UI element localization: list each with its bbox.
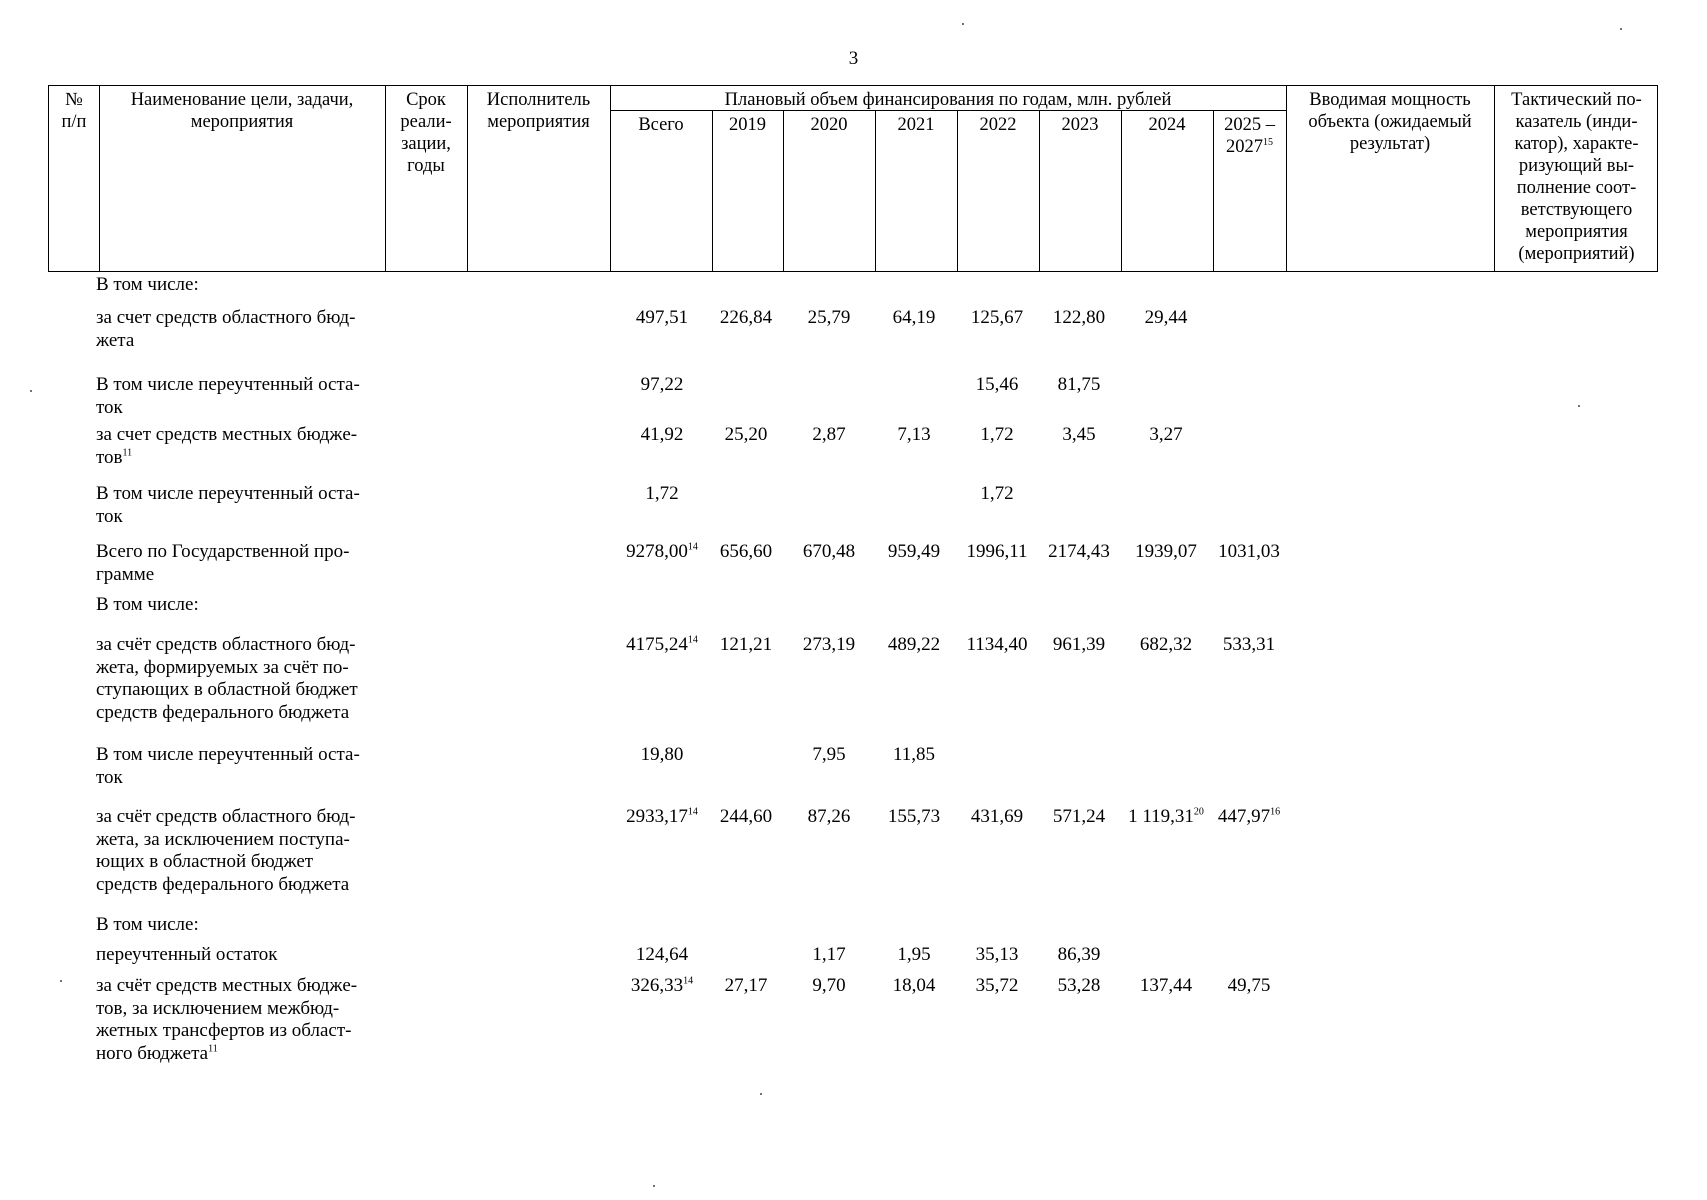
value-cell: 244,60 (719, 806, 773, 827)
value-cell: 2174,43 (1048, 541, 1110, 562)
value-cell: 35,13 (975, 944, 1019, 965)
value-cell: 97,22 (640, 374, 684, 395)
value-cell: 11,85 (892, 744, 936, 765)
value-cell: 533,31 (1222, 634, 1276, 655)
value-cell: 571,24 (1052, 806, 1106, 827)
scan-speck (60, 980, 62, 982)
value-cell: 9278,00$^{14}$ (626, 541, 698, 562)
value-cell: 86,39 (1057, 944, 1101, 965)
header-name: Наименование цели, задачи, мероприятия (130, 90, 354, 132)
header-num: № п/п (61, 90, 87, 132)
scan-speck (1578, 405, 1580, 407)
value-cell: 53,28 (1057, 975, 1101, 996)
value-cell: 1,72 (980, 424, 1014, 445)
value-cell: 15,46 (975, 374, 1019, 395)
header-total: Всего (638, 115, 684, 135)
scan-speck (760, 1093, 762, 1095)
value-cell: 273,19 (802, 634, 856, 655)
row-label: переучтенный остаток (96, 944, 278, 965)
row-label: В том числе переучтенный оста- ток (96, 744, 360, 788)
scan-speck (653, 1185, 655, 1187)
value-cell: 41,92 (640, 424, 684, 445)
value-cell: 4175,24$^{14}$ (626, 634, 698, 655)
header-year: 2021 (897, 115, 935, 135)
header-year: 2019 (729, 115, 766, 135)
value-cell: 2,87 (812, 424, 846, 445)
value-cell: 125,67 (970, 307, 1024, 328)
value-cell: 25,79 (807, 307, 851, 328)
value-cell: 2933,17$^{14}$ (626, 806, 698, 827)
value-cell: 497,51 (635, 307, 689, 328)
header-year: 2023 (1061, 115, 1099, 135)
value-cell: 326,33$^{14}$ (630, 975, 694, 996)
header-executor: Исполнитель мероприятия (486, 90, 591, 132)
row-label: В том числе: (96, 594, 199, 615)
value-cell: 87,26 (807, 806, 851, 827)
value-cell: 121,21 (719, 634, 773, 655)
value-cell: 18,04 (892, 975, 936, 996)
row-label: за счет средств областного бюд- жета (96, 307, 356, 351)
row-label: за счёт средств областного бюд- жета, формируемых за счёт по- ступающих в областной бюджет средств федерального бюджета (96, 634, 358, 723)
value-cell: 122,80 (1052, 307, 1106, 328)
value-cell: 1134,40 (966, 634, 1028, 655)
value-cell: 656,60 (719, 541, 773, 562)
value-cell: 1996,11 (966, 541, 1028, 562)
value-cell: 1,72 (645, 483, 679, 504)
row-label: за счет средств местных бюдже- тов$^{11}$ (96, 424, 358, 468)
value-cell: 226,84 (719, 307, 773, 328)
value-cell: 1 119,31$^{20}$ (1128, 806, 1204, 827)
value-cell: 155,73 (887, 806, 941, 827)
value-cell: 7,95 (812, 744, 846, 765)
value-cell: 81,75 (1057, 374, 1101, 395)
value-cell: 19,80 (640, 744, 684, 765)
header-term: Срок реали- зации, годы (400, 90, 452, 176)
value-cell: 49,75 (1227, 975, 1271, 996)
value-cell: 27,17 (724, 975, 768, 996)
value-cell: 1031,03 (1218, 541, 1280, 562)
value-cell: 35,72 (975, 975, 1019, 996)
value-cell: 1,95 (897, 944, 931, 965)
header-capacity: Вводимая мощность объекта (ожидаемый результат) (1308, 90, 1472, 154)
row-label: Всего по Государственной про- грамме (96, 541, 350, 585)
header-year-last: 2025 – 2027$^{15}$ (1224, 115, 1275, 157)
scan-speck (962, 23, 964, 25)
header-year: 2022 (979, 115, 1017, 135)
header-funding-title: Плановый объем финансирования по годам, млн. рублей (724, 90, 1172, 110)
header-year: 2024 (1148, 115, 1186, 135)
value-cell: 3,45 (1062, 424, 1096, 445)
row-label: за счёт средств областного бюд- жета, за исключением поступа- ющих в областной бюджет средств федерального бюджета (96, 806, 356, 895)
value-cell: 25,20 (724, 424, 768, 445)
value-cell: 447,97$^{16}$ (1217, 806, 1281, 827)
value-cell: 670,48 (802, 541, 856, 562)
value-cell: 1,17 (812, 944, 846, 965)
row-label: за счёт средств местных бюдже- тов, за исключением межбюд- жетных трансфертов из област- ного бюджета$^{11}$ (96, 975, 358, 1064)
header-year: 2020 (810, 115, 848, 135)
value-cell: 9,70 (812, 975, 846, 996)
row-label: В том числе: (96, 914, 199, 935)
scan-speck (1620, 28, 1622, 30)
value-cell: 1,72 (980, 483, 1014, 504)
row-label: В том числе переучтенный оста- ток (96, 374, 360, 418)
value-cell: 3,27 (1149, 424, 1183, 445)
value-cell: 682,32 (1139, 634, 1193, 655)
value-cell: 29,44 (1144, 307, 1188, 328)
table-header (48, 85, 1658, 272)
value-cell: 7,13 (897, 424, 931, 445)
row-label: В том числе: (96, 274, 199, 295)
row-label: В том числе переучтенный оста- ток (96, 483, 360, 527)
value-cell: 489,22 (887, 634, 941, 655)
header-indicator: Тактический по- казатель (инди- катор), характе- ризующий вы- полнение соот- ветствующего мероприятия (мероприятий) (1511, 90, 1642, 264)
page-number: 3 (848, 48, 859, 69)
value-cell: 431,69 (970, 806, 1024, 827)
value-cell: 137,44 (1139, 975, 1193, 996)
scan-speck (30, 390, 32, 392)
value-cell: 1939,07 (1135, 541, 1197, 562)
value-cell: 124,64 (635, 944, 689, 965)
value-cell: 959,49 (887, 541, 941, 562)
value-cell: 961,39 (1052, 634, 1106, 655)
value-cell: 64,19 (892, 307, 936, 328)
